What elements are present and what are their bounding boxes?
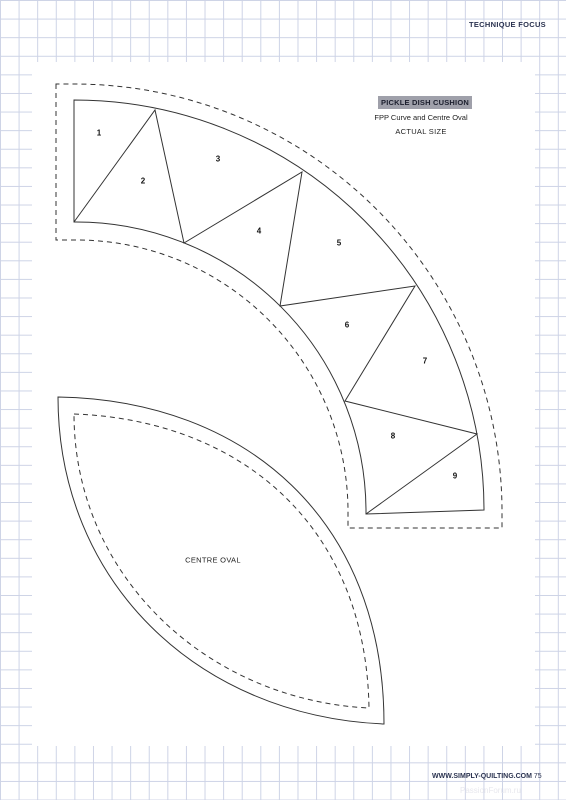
segment-number-3: 3	[215, 154, 221, 164]
watermark: PassionForum.ru	[460, 786, 521, 795]
curve-outline	[74, 100, 484, 514]
pattern-subtitle: FPP Curve and Centre Oval	[374, 113, 468, 122]
section-header: TECHNIQUE FOCUS	[468, 20, 546, 29]
centre-oval-label: CENTRE OVAL	[185, 555, 241, 565]
segment-number-4: 4	[256, 226, 262, 236]
segment-number-7: 7	[422, 356, 428, 366]
segment-number-9: 9	[452, 471, 458, 481]
segment-number-6: 6	[344, 320, 350, 330]
footer-website[interactable]: WWW.SIMPLY-QUILTING.COM	[432, 773, 532, 780]
page-number: 75	[533, 773, 542, 780]
segment-number-5: 5	[336, 238, 342, 248]
segment-number-8: 8	[390, 431, 396, 441]
page-footer	[432, 773, 542, 780]
seam-lines	[74, 110, 477, 514]
seam-allowance	[56, 84, 502, 528]
size-note: ACTUAL SIZE	[395, 127, 447, 136]
segment-number-2: 2	[140, 176, 146, 186]
pattern-title: PICKLE DISH CUSHION	[378, 96, 472, 109]
segment-number-1: 1	[96, 128, 102, 138]
